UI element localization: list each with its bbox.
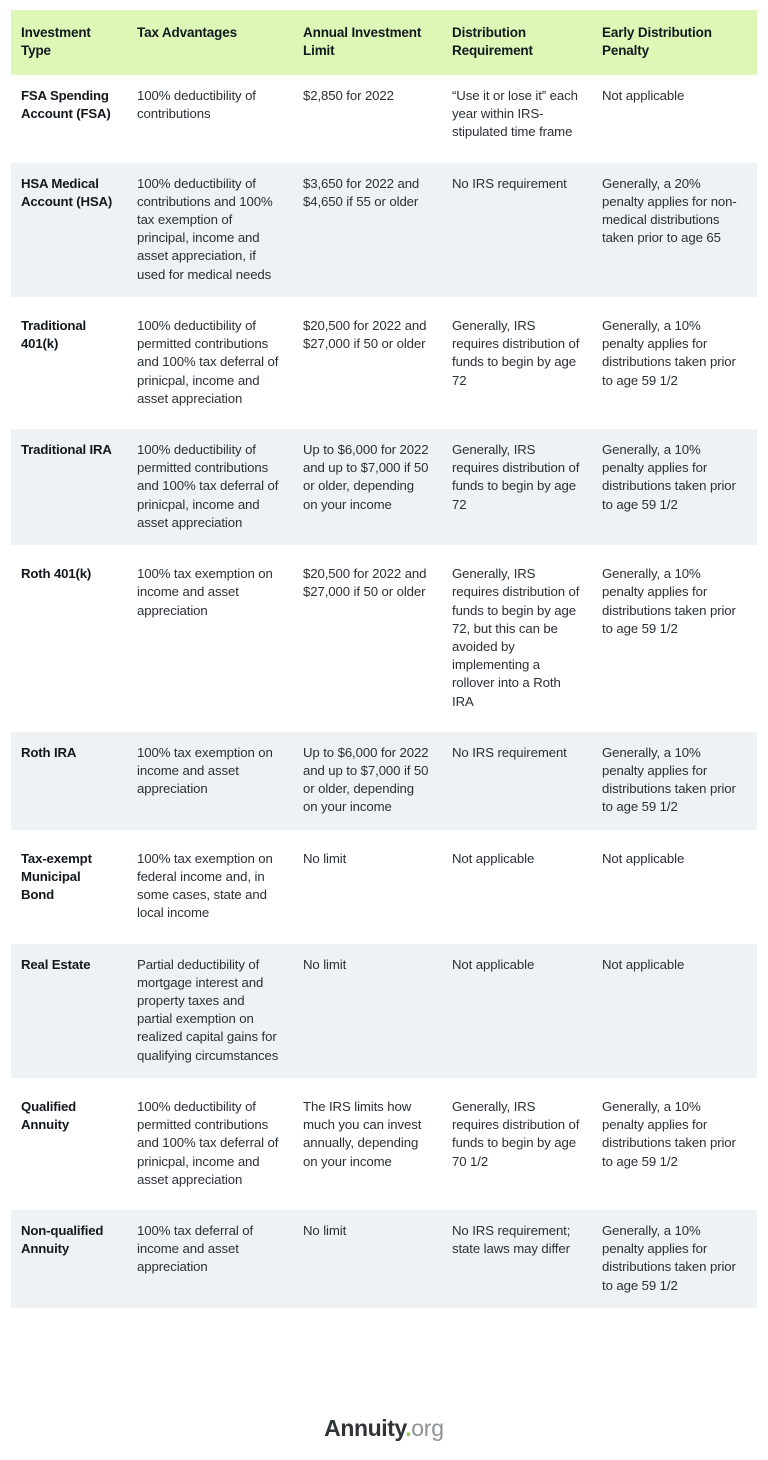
cell-investment-type: Qualified Annuity bbox=[21, 1098, 77, 1133]
cell-early-distribution-penalty: Not applicable bbox=[602, 850, 685, 866]
cell-early-distribution-penalty: Not applicable bbox=[602, 87, 685, 103]
column-header-tax-advantages: Tax Advantages bbox=[137, 25, 237, 40]
cell-distribution-requirement: Generally, IRS requires distribution of funds to begin by age 72 bbox=[452, 441, 580, 512]
cell-annual-investment-limit: No limit bbox=[303, 850, 347, 866]
cell-investment-type: FSA Spending Account (FSA) bbox=[21, 87, 111, 122]
row-spacer bbox=[11, 421, 757, 429]
row-spacer bbox=[11, 1202, 757, 1210]
cell-tax-advantages: 100% tax deferral of income and asset appreciation bbox=[137, 1222, 254, 1275]
cell-distribution-requirement: No IRS requirement; state laws may differ bbox=[452, 1222, 571, 1257]
cell-annual-investment-limit: $20,500 for 2022 and $27,000 if 50 or older bbox=[303, 317, 427, 352]
cell-annual-investment-limit: $20,500 for 2022 and $27,000 if 50 or older bbox=[303, 566, 427, 600]
column-header-investment-type: Investment Type bbox=[21, 25, 91, 58]
cell-investment-type: Roth IRA bbox=[21, 744, 77, 760]
table-row bbox=[11, 838, 757, 936]
table-row bbox=[11, 732, 757, 830]
cell-tax-advantages: 100% deductibility of permitted contributions and 100% tax deferral of prinicpal, income and asset appreciation bbox=[137, 317, 279, 406]
cell-tax-advantages: Partial deductibility of mortgage interest and property taxes and partial exemption on realized capital gains for qualifying circumstances bbox=[137, 956, 279, 1063]
table-row bbox=[11, 305, 757, 421]
cell-investment-type: Non-qualified Annuity bbox=[21, 1222, 104, 1257]
cell-distribution-requirement: No IRS requirement bbox=[452, 744, 567, 760]
logo-tld-text: org bbox=[411, 1415, 444, 1441]
cell-tax-advantages: 100% deductibility of permitted contributions and 100% tax deferral of prinicpal, income and asset appreciation bbox=[137, 1098, 279, 1187]
table-row bbox=[11, 75, 757, 155]
row-spacer bbox=[11, 724, 757, 732]
cell-annual-investment-limit: No limit bbox=[303, 1222, 347, 1238]
cell-tax-advantages: 100% tax exemption on federal income and, in some cases, state and local income bbox=[137, 850, 273, 921]
footer bbox=[0, 1415, 768, 1442]
cell-early-distribution-penalty: Generally, a 10% penalty applies for distributions taken prior to age 59 1/2 bbox=[602, 1222, 736, 1293]
cell-distribution-requirement: No IRS requirement bbox=[452, 175, 567, 191]
table-row bbox=[11, 429, 757, 545]
cell-investment-type: Traditional 401(k) bbox=[21, 317, 87, 352]
column-header-annual-investment-limit: Annual Investment Limit bbox=[303, 25, 422, 58]
table-row bbox=[11, 1210, 757, 1308]
row-spacer bbox=[11, 830, 757, 838]
row-spacer bbox=[11, 936, 757, 944]
cell-distribution-requirement: Not applicable bbox=[452, 956, 535, 972]
row-spacer bbox=[11, 545, 757, 553]
row-spacer bbox=[11, 155, 757, 163]
row-spacer bbox=[11, 297, 757, 305]
column-header-distribution-requirement: Distribution Requirement bbox=[452, 25, 533, 58]
cell-tax-advantages: 100% tax exemption on income and asset appreciation bbox=[137, 744, 273, 797]
cell-early-distribution-penalty: Generally, a 10% penalty applies for distributions taken prior to age 59 1/2 bbox=[602, 441, 736, 512]
cell-early-distribution-penalty: Generally, a 20% penalty applies for non-medical distributions taken prior to age 65 bbox=[602, 175, 737, 246]
cell-tax-advantages: 100% deductibility of contributions and 100% tax exemption of principal, income and asset appreciation, if used for medical needs bbox=[137, 175, 273, 282]
logo-brand-text: Annuity bbox=[324, 1415, 406, 1441]
table-header bbox=[11, 10, 757, 75]
annuity-org-logo bbox=[324, 1415, 444, 1442]
table-body bbox=[11, 75, 757, 1308]
cell-annual-investment-limit: Up to $6,000 for 2022 and up to $7,000 if 50 or older, depending on your income bbox=[303, 441, 429, 512]
cell-early-distribution-penalty: Generally, a 10% penalty applies for distributions taken prior to age 59 1/2 bbox=[602, 317, 736, 388]
cell-early-distribution-penalty: Generally, a 10% penalty applies for distributions taken prior to age 59 1/2 bbox=[602, 566, 736, 636]
table-row bbox=[11, 1086, 757, 1202]
cell-investment-type: Real Estate bbox=[21, 956, 91, 972]
cell-investment-type: HSA Medical Account (HSA) bbox=[21, 175, 113, 209]
cell-tax-advantages: 100% deductibility of permitted contributions and 100% tax deferral of prinicpal, income and asset appreciation bbox=[137, 441, 279, 530]
cell-tax-advantages: 100% tax exemption on income and asset appreciation bbox=[137, 566, 273, 618]
row-spacer bbox=[11, 1078, 757, 1086]
column-header-early-distribution-penalty: Early Distribution Penalty bbox=[602, 25, 712, 58]
cell-tax-advantages: 100% deductibility of contributions bbox=[137, 87, 256, 122]
cell-annual-investment-limit: $2,850 for 2022 bbox=[303, 87, 394, 103]
cell-distribution-requirement: Generally, IRS requires distribution of funds to begin by age 72 bbox=[452, 317, 580, 388]
cell-investment-type: Roth 401(k) bbox=[21, 566, 92, 582]
cell-early-distribution-penalty: Not applicable bbox=[602, 956, 685, 972]
table-row bbox=[11, 944, 757, 1078]
investment-comparison-table bbox=[11, 10, 757, 1308]
table-header-row bbox=[11, 10, 757, 75]
cell-annual-investment-limit: No limit bbox=[303, 956, 347, 972]
cell-early-distribution-penalty: Generally, a 10% penalty applies for distributions taken prior to age 59 1/2 bbox=[602, 1098, 736, 1169]
table-row bbox=[11, 553, 757, 724]
cell-distribution-requirement: Not applicable bbox=[452, 850, 535, 866]
cell-investment-type: Traditional IRA bbox=[21, 441, 112, 457]
cell-early-distribution-penalty: Generally, a 10% penalty applies for distributions taken prior to age 59 1/2 bbox=[602, 744, 736, 815]
table-row bbox=[11, 163, 757, 297]
cell-distribution-requirement: Generally, IRS requires distribution of funds to begin by age 72, but this can be avoided by implementing a rollover into a Roth IRA bbox=[452, 566, 580, 709]
cell-annual-investment-limit: $3,650 for 2022 and $4,650 if 55 or older bbox=[303, 175, 420, 209]
cell-investment-type: Tax-exempt Municipal Bond bbox=[21, 850, 92, 903]
cell-distribution-requirement: “Use it or lose it” each year within IRS-stipulated time frame bbox=[452, 87, 578, 140]
logo-dot: . bbox=[405, 1415, 412, 1441]
cell-annual-investment-limit: The IRS limits how much you can invest annually, depending on your income bbox=[303, 1098, 422, 1169]
cell-distribution-requirement: Generally, IRS requires distribution of funds to begin by age 70 1/2 bbox=[452, 1098, 580, 1169]
cell-annual-investment-limit: Up to $6,000 for 2022 and up to $7,000 if 50 or older, depending on your income bbox=[303, 744, 429, 815]
